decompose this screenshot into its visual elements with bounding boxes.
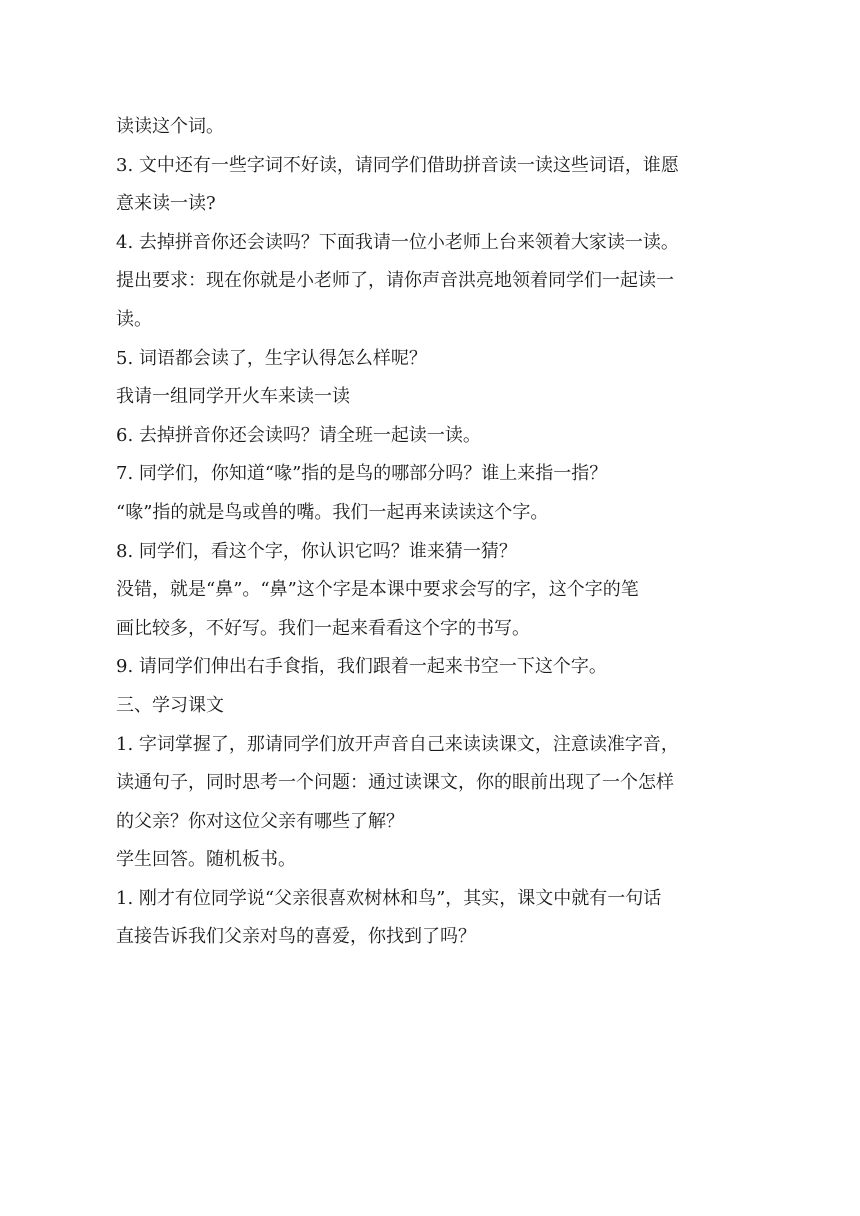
text-line: 读读这个词。 bbox=[116, 116, 224, 137]
text-line: 9. 请同学们伸出右手食指，我们跟着一起来书空一下这个字。 bbox=[116, 656, 607, 678]
text-line: 没错，就是“鼻”。“鼻”这个字是本课中要求会写的字，这个字的笔 bbox=[116, 579, 639, 601]
text-line: 学生回答。随机板书。 bbox=[116, 849, 296, 871]
text-line: 8. 同学们，看这个字，你认识它吗？谁来猜一猜？ bbox=[116, 540, 517, 562]
text-line: 读。 bbox=[116, 308, 152, 330]
text-line: 我请一组同学开火车来读一读 bbox=[116, 386, 350, 408]
text-line: 意来读一读? bbox=[116, 193, 216, 215]
text-line: 读通句子，同时思考一个问题：通过读课文，你的眼前出现了一个怎样 bbox=[116, 772, 674, 794]
text-line: 4. 去掉拼音你还会读吗？下面我请一位小老师上台来领着大家读一读。 bbox=[116, 231, 679, 253]
text-line: 6. 去掉拼音你还会读吗？请全班一起读一读。 bbox=[116, 424, 481, 446]
text-line: 1. 字词掌握了，那请同学们放开声音自己来读读课文，注意读准字音， bbox=[116, 733, 679, 755]
document-body bbox=[116, 108, 752, 957]
text-line: “喙”指的就是鸟或兽的嘴。我们一起再来读读这个字。 bbox=[116, 501, 549, 523]
text-line: 3. 文中还有一些字词不好读，请同学们借助拼音读一读这些词语，谁愿 bbox=[116, 154, 679, 176]
text-line: 7. 同学们，你知道“喙”指的是鸟的哪部分吗？谁上来指一指？ bbox=[116, 463, 608, 485]
text-line: 5. 词语都会读了，生字认得怎么样呢？ bbox=[116, 347, 427, 369]
text-line: 1. 刚才有位同学说“父亲很喜欢树林和鸟”，其实，课文中就有一句话 bbox=[116, 887, 662, 909]
section-heading: 三、学习课文 bbox=[116, 694, 224, 716]
text-line: 的父亲？你对这位父亲有哪些了解？ bbox=[116, 810, 404, 832]
text-line: 提出要求：现在你就是小老师了，请你声音洪亮地领着同学们一起读一 bbox=[116, 270, 674, 292]
text-line: 画比较多，不好写。我们一起来看看这个字的书写。 bbox=[116, 617, 530, 639]
text-line: 直接告诉我们父亲对鸟的喜爱，你找到了吗？ bbox=[116, 926, 476, 948]
